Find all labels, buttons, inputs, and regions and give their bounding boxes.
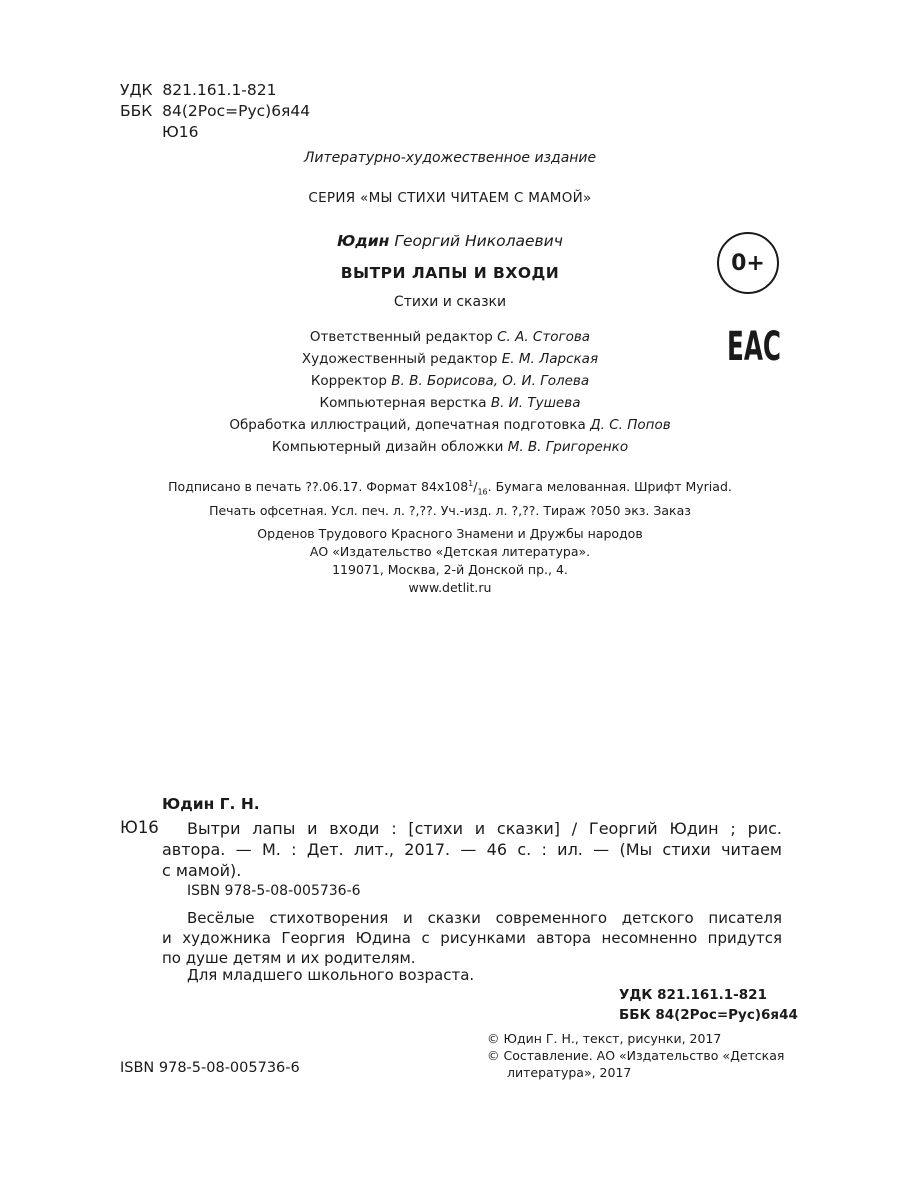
bbk-row	[120, 101, 310, 122]
udk-row	[120, 80, 310, 101]
card-annotation: Весёлые стихотворения и сказки современного детского писателя и художника Георгия Юдина с рисунками автора несомненно придутся по душе детям и их родителям.	[162, 909, 782, 967]
card-isbn: ISBN 978-5-08-005736-6	[187, 883, 361, 899]
print-info-line1: Подписано в печать ??.06.17. Формат $84х108^1/_{16}$. Бумага мелованная. Шрифт Myriad.	[168, 479, 732, 497]
print-info-line2: Печать офсетная. Усл. печ. л. ?,??. Уч.-изд. л. ?,??. Тираж ?050 экз. Заказ	[209, 502, 691, 518]
card-code: Ю16	[120, 818, 159, 837]
top-classification	[120, 80, 310, 143]
age-rating-badge: 0+	[717, 232, 779, 294]
bbk-value: 84(2Рос=Рус)6я44	[162, 102, 311, 120]
author-surname: Юдин	[337, 232, 390, 250]
card-description: Вытри лапы и входи : [стихи и сказки] / Георгий Юдин ; рис. автора. — М. : Дет. лит., 2017. — 46 с. : ил. — (Мы стихи читаем с мамой).	[162, 819, 782, 880]
card-author: Юдин Г. Н.	[162, 795, 260, 813]
credit-row: Художественный редактор Е. М. Ларская	[301, 351, 599, 367]
publisher-info: Орденов Трудового Красного Знамени и Дружбы народов АО «Издательство «Детская литература». 119071, Москва, 2-й Донской пр., 4. www.detlit.ru	[0, 525, 900, 597]
book-title: ВЫТРИ ЛАПЫ И ВХОДИ	[340, 264, 560, 282]
book-subtitle: Стихи и сказки	[393, 294, 507, 310]
bbk-label: ББК	[120, 102, 153, 120]
udk-value: 821.161.1-821	[162, 81, 277, 99]
series-title: СЕРИЯ «МЫ СТИХИ ЧИТАЕМ С МАМОЙ»	[308, 190, 592, 206]
author-name: Георгий Николаевич	[394, 232, 563, 250]
udk-label: УДК	[120, 81, 153, 99]
credit-row: Ответственный редактор С. А. Стогова	[309, 329, 591, 345]
credit-row: Обработка иллюстраций, допечатная подготовка Д. С. Попов	[229, 417, 671, 433]
publisher-website: www.detlit.ru	[408, 580, 492, 595]
credit-row: Корректор В. В. Борисова, О. И. Голева	[310, 373, 590, 389]
isbn-bottom: ISBN 978-5-08-005736-6	[120, 1060, 300, 1076]
edition-type: Литературно-художественное издание	[303, 150, 597, 166]
card-classification: УДК 821.161.1-821 ББК 84(2Рос=Рус)6я44	[619, 987, 798, 1023]
svg-text:EAC: EAC	[727, 324, 781, 370]
credit-row: Компьютерная верстка В. И. Тушева	[319, 395, 581, 411]
author-mark: Ю16	[162, 123, 199, 141]
card-age-note: Для младшего школьного возраста.	[187, 966, 475, 984]
credit-row: Компьютерный дизайн обложки М. В. Григоренко	[271, 439, 629, 455]
copyright-block: © Юдин Г. Н., текст, рисунки, 2017 © Составление. АО «Издательство «Детская литература», 2017	[487, 1031, 785, 1080]
credits-list	[0, 326, 900, 458]
print-info	[0, 475, 900, 520]
